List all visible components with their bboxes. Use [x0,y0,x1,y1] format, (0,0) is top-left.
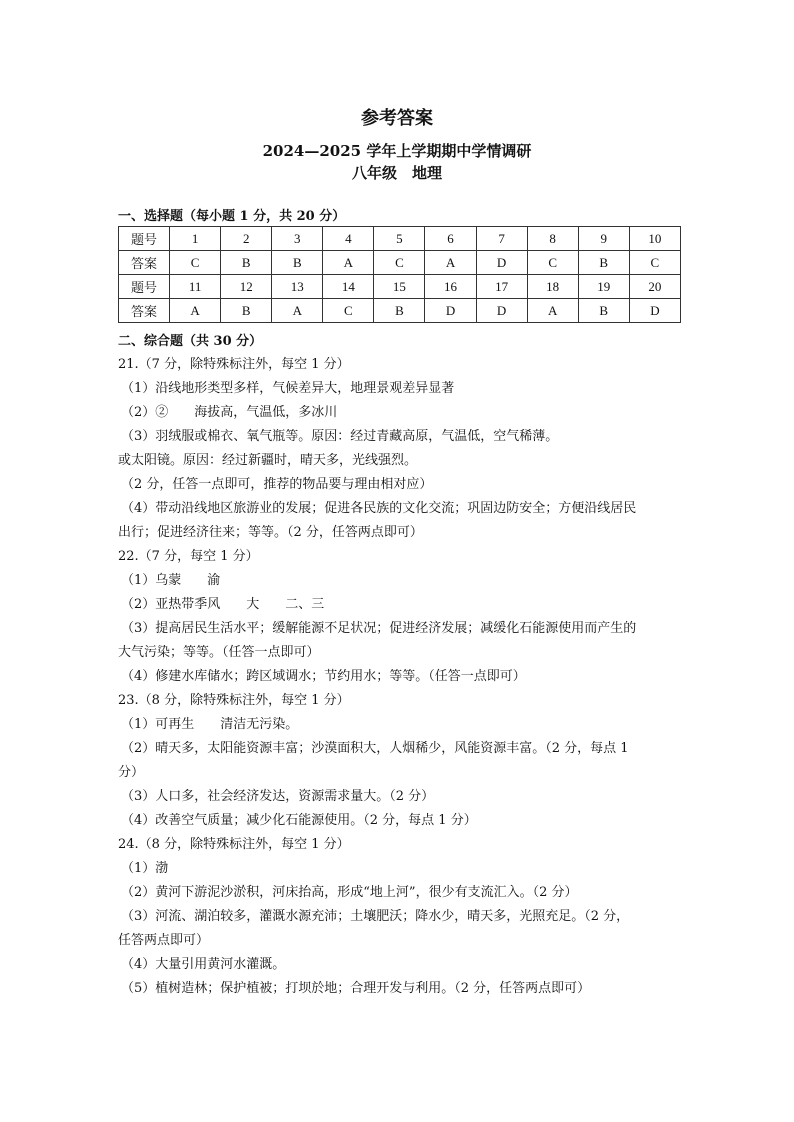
answer-line: （2）晴天多，太阳能资源丰富；沙漠面积大，人烟稀少，风能资源丰富。（2 分，每点 1 [121,741,629,756]
table-cell: 18 [527,275,578,299]
table-cell: B [578,299,629,323]
table-cell: D [629,299,680,323]
answer-line: （1）乌蒙 渝 [121,573,221,588]
answer-line: （1）可再生 清洁无污染。 [121,717,299,732]
table-cell: C [170,251,221,275]
table-cell: 题号 [119,275,170,299]
table-cell: A [527,299,578,323]
table-cell: C [323,299,374,323]
table-cell: 1 [170,227,221,251]
table-cell: 7 [476,227,527,251]
table-cell: 答案 [119,299,170,323]
answer-line: 任答两点即可） [118,933,210,948]
table-cell: B [221,299,272,323]
table-cell: B [272,251,323,275]
table-cell: 13 [272,275,323,299]
answer-line: （4）大量引用黄河水灌溉。 [121,957,286,972]
question-21-header: 21.（7 分，除特殊标注外，每空 1 分） [118,357,350,372]
answer-line: （5）植树造林；保护植被；打坝於地；合理开发与利用。（2 分，任答两点即可） [121,981,591,996]
table-row [119,299,681,323]
table-cell: 20 [629,275,680,299]
table-cell: D [425,299,476,323]
question-22-header: 22.（7 分，每空 1 分） [118,549,259,564]
table-cell: 3 [272,227,323,251]
answer-line: （4）改善空气质量；减少化石能源使用。（2 分，每点 1 分） [121,813,477,828]
table-cell: B [374,299,425,323]
table-cell: A [272,299,323,323]
table-cell: 17 [476,275,527,299]
section-heading-choice: 一、选择题（每小题 1 分，共 20 分） [118,209,346,224]
table-cell: A [170,299,221,323]
answer-line: 或太阳镜。原因：经过新疆时，晴天多，光线强烈。 [118,453,418,468]
question-24-header: 24.（8 分，除特殊标注外，每空 1 分） [118,837,350,852]
table-cell: A [425,251,476,275]
table-cell: 4 [323,227,374,251]
answer-body [118,353,683,1001]
answer-line: 大气污染；等等。（任答一点即可） [118,645,320,660]
table-cell: 15 [374,275,425,299]
answer-table [118,226,681,323]
table-cell: 答案 [119,251,170,275]
table-cell: 5 [374,227,425,251]
answer-line: （4）带动沿线地区旅游业的发展；促进各民族的文化交流；巩固边防安全；方便沿线居民 [121,501,637,516]
table-cell: D [476,251,527,275]
table-cell: 8 [527,227,578,251]
table-cell: 16 [425,275,476,299]
grade-subject: 八年级 地理 [351,164,442,182]
table-cell: 题号 [119,227,170,251]
table-cell: D [476,299,527,323]
table-cell: A [323,251,374,275]
table-cell: 2 [221,227,272,251]
table-cell: C [374,251,425,275]
table-cell: 9 [578,227,629,251]
answer-line: （2 分，任答一点即可，推荐的物品要与理由相对应） [121,477,433,492]
exam-subtitle: 2024—2025 学年上学期期中学情调研 [262,142,532,160]
answer-line: （2）黄河下游泥沙淤积，河床抬高，形成“地上河”，很少有支流汇入。（2 分） [121,885,578,900]
table-row [119,275,681,299]
answer-line: （1）沿线地形类型多样，气候差异大，地理景观差异显著 [121,381,455,396]
page-title: 参考答案 [361,108,433,129]
answer-line: （2）亚热带季风 大 二、三 [121,597,325,612]
table-cell: B [221,251,272,275]
table-cell: 12 [221,275,272,299]
table-cell: 11 [170,275,221,299]
answer-line: （3）羽绒服或棉衣、氧气瓶等。原因：经过青藏高原，气温低，空气稀薄。 [121,429,559,444]
table-cell: B [578,251,629,275]
question-23-header: 23.（8 分，除特殊标注外，每空 1 分） [118,693,350,708]
answer-line: （3）人口多，社会经济发达，资源需求量大。（2 分） [121,789,435,804]
answer-line: （4）修建水库储水；跨区域调水；节约用水；等等。（任答一点即可） [121,669,526,684]
answer-line: （2）② 海拔高，气温低，多冰川 [121,405,338,420]
table-cell: C [629,251,680,275]
answer-line: （3）河流、湖泊较多，灌溉水源充沛；土壤肥沃；降水少，晴天多，光照充足。（2 分， [121,909,630,924]
table-cell: C [527,251,578,275]
answer-line: （3）提高居民生活水平；缓解能源不足状况；促进经济发展；减缓化石能源使用而产生的 [121,621,637,636]
table-cell: 19 [578,275,629,299]
table-row [119,227,681,251]
table-row [119,251,681,275]
answer-line: 出行；促进经济往来；等等。（2 分，任答两点即可） [118,525,423,540]
table-cell: 6 [425,227,476,251]
table-cell: 14 [323,275,374,299]
table-cell: 10 [629,227,680,251]
section-heading-comprehensive: 二、综合题（共 30 分） [118,334,263,349]
answer-line: （1）渤 [121,861,169,876]
answer-line: 分） [118,765,145,780]
